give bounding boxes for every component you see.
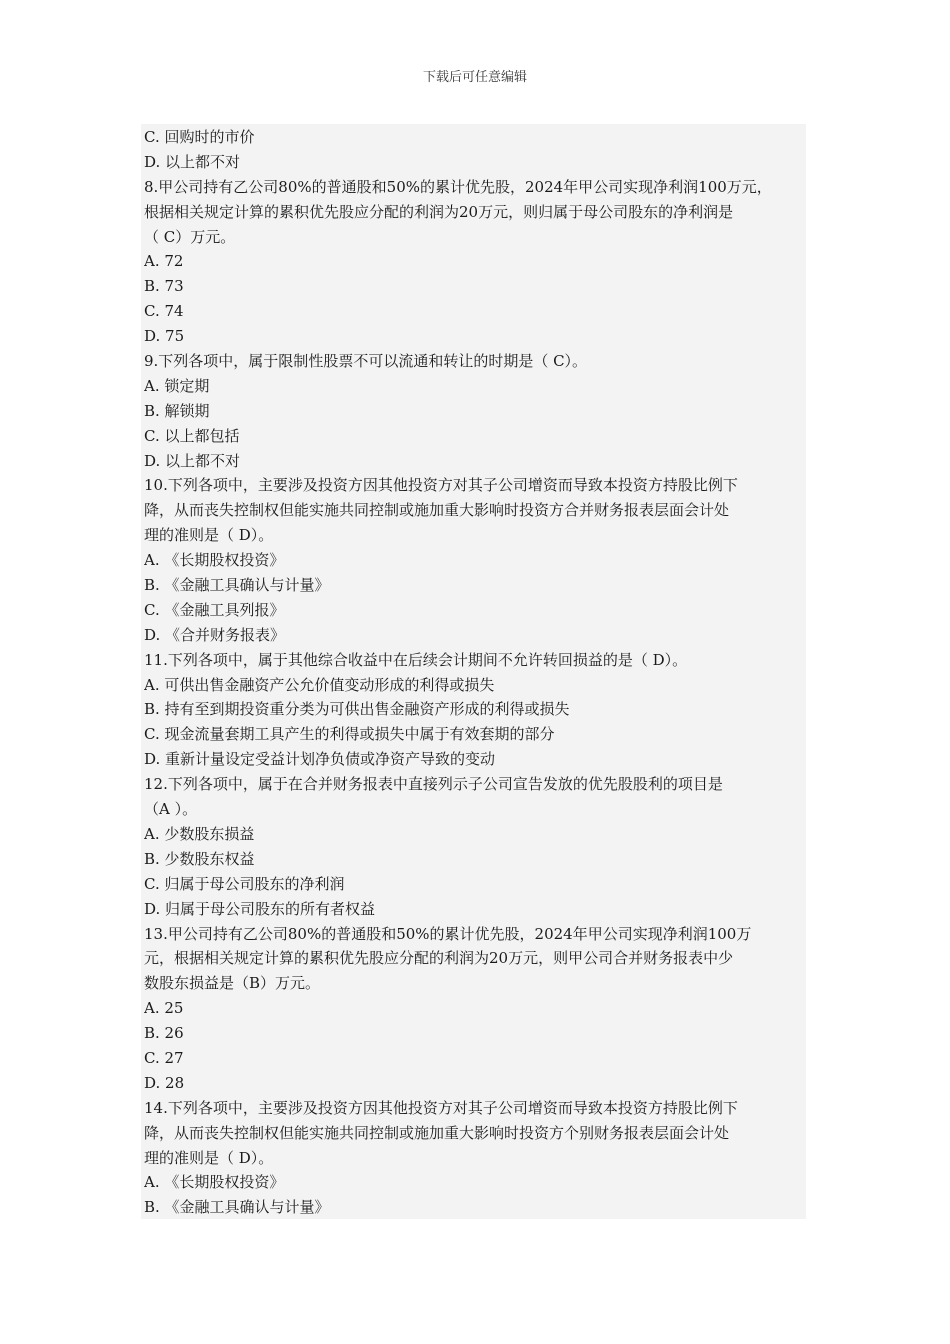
text-line: A. 《长期股权投资》 bbox=[144, 551, 285, 570]
text-line: 元，根据相关规定计算的累积优先股应分配的利润为20万元，则甲公司合并财务报表中少 bbox=[144, 949, 734, 968]
document-body bbox=[141, 124, 806, 1219]
text-line: B. 解锁期 bbox=[144, 401, 210, 420]
text-line: （A ）。 bbox=[144, 800, 198, 819]
text-line: 8.甲公司持有乙公司80%的普通股和50%的累计优先股，2024年甲公司实现净利润100万元， bbox=[144, 177, 772, 196]
text-line: A. 锁定期 bbox=[144, 376, 210, 395]
page-header: 下载后可任意编辑 bbox=[422, 70, 527, 85]
text-line: A. 《长期股权投资》 bbox=[144, 1173, 285, 1192]
text-line: 降，从而丧失控制权但能实施共同控制或施加重大影响时投资方合并财务报表层面会计处 bbox=[144, 501, 730, 520]
text-line: D. 《合并财务报表》 bbox=[144, 625, 286, 644]
text-line: 11.下列各项中，属于其他综合收益中在后续会计期间不允许转回损益的是（ D）。 bbox=[144, 650, 688, 669]
text-line: D. 以上都不对 bbox=[144, 152, 241, 171]
text-line: B. 《金融工具确认与计量》 bbox=[144, 576, 330, 595]
text-line: C. 《金融工具列报》 bbox=[144, 600, 285, 619]
text-line: B. 《金融工具确认与计量》 bbox=[144, 1198, 330, 1217]
text-line: 理的准则是（ D）。 bbox=[144, 526, 274, 545]
text-line: C. 归属于母公司股东的净利润 bbox=[144, 874, 345, 893]
text-line: 12.下列各项中，属于在合并财务报表中直接列示子公司宣告发放的优先股股利的项目是 bbox=[144, 775, 723, 794]
text-line: 数股东损益是（B）万元。 bbox=[144, 974, 321, 993]
text-line: A. 72 bbox=[144, 252, 184, 271]
text-line: D. 75 bbox=[144, 327, 185, 346]
text-line: D. 28 bbox=[144, 1073, 185, 1092]
text-line: C. 以上都包括 bbox=[144, 426, 240, 445]
text-line: 13.甲公司持有乙公司80%的普通股和50%的累计优先股，2024年甲公司实现净利润100万 bbox=[144, 924, 752, 943]
text-line: B. 持有至到期投资重分类为可供出售金融资产形成的利得或损失 bbox=[144, 700, 570, 719]
text-line: （ C）万元。 bbox=[144, 227, 236, 246]
text-line: C. 回购时的市价 bbox=[144, 128, 255, 146]
text-line: A. 少数股东损益 bbox=[144, 824, 255, 843]
text-line: 降，从而丧失控制权但能实施共同控制或施加重大影响时投资方个别财务报表层面会计处 bbox=[144, 1123, 730, 1142]
text-line: C. 74 bbox=[144, 302, 184, 321]
text-line: B. 73 bbox=[144, 277, 184, 296]
text-line: D. 归属于母公司股东的所有者权益 bbox=[144, 899, 376, 918]
text-line: C. 现金流量套期工具产生的利得或损失中属于有效套期的部分 bbox=[144, 725, 555, 744]
text-line: 根据相关规定计算的累积优先股应分配的利润为20万元，则归属于母公司股东的净利润是 bbox=[144, 202, 734, 221]
text-line: A. 25 bbox=[144, 999, 184, 1018]
text-line: C. 27 bbox=[144, 1048, 184, 1067]
text-line: 9.下列各项中，属于限制性股票不可以流通和转让的时期是（ C）。 bbox=[144, 352, 588, 371]
text-line: 10.下列各项中，主要涉及投资方因其他投资方对其子公司增资而导致本投资方持股比例下 bbox=[144, 476, 738, 495]
text-line: D. 以上都不对 bbox=[144, 451, 241, 470]
text-line: D. 重新计量设定受益计划净负债或净资产导致的变动 bbox=[144, 750, 496, 769]
text-line: B. 少数股东权益 bbox=[144, 849, 255, 868]
text-line: A. 可供出售金融资产公允价值变动形成的利得或损失 bbox=[144, 675, 495, 694]
text-line: B. 26 bbox=[144, 1024, 184, 1043]
text-line: 理的准则是（ D）。 bbox=[144, 1148, 274, 1167]
text-line: 14.下列各项中，主要涉及投资方因其他投资方对其子公司增资而导致本投资方持股比例下 bbox=[144, 1098, 738, 1117]
